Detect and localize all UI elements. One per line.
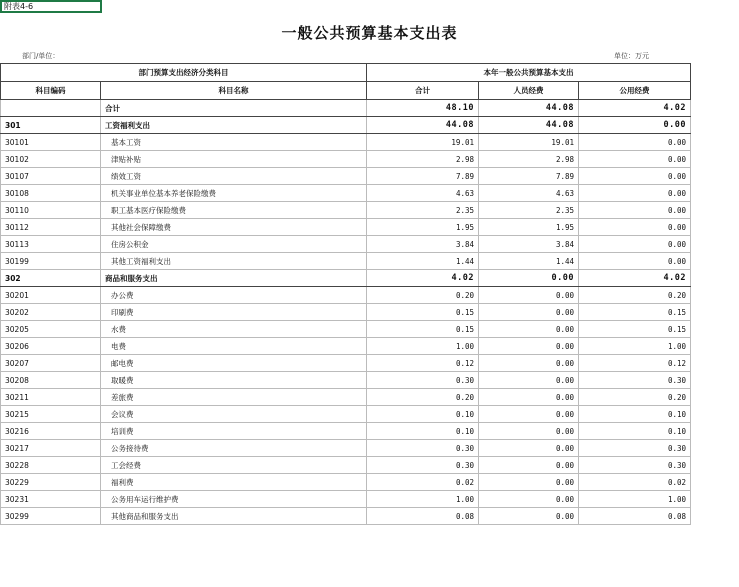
cell-code[interactable]: 30108	[1, 185, 101, 202]
cell-personnel[interactable]: 44.08	[479, 100, 579, 117]
table-row	[1, 508, 691, 525]
cell-name[interactable]: 培训费	[101, 423, 367, 440]
cell-code[interactable]: 30107	[1, 168, 101, 185]
cell-total[interactable]: 44.08	[367, 117, 479, 134]
table-row	[1, 185, 691, 202]
cell-name[interactable]: 办公费	[101, 287, 367, 304]
cell-code[interactable]: 30199	[1, 253, 101, 270]
cell-public[interactable]: 0.30	[579, 457, 691, 474]
cell-code[interactable]: 30102	[1, 151, 101, 168]
cell-personnel[interactable]: 0.00	[479, 287, 579, 304]
cell-personnel[interactable]: 44.08	[479, 117, 579, 134]
table-row	[1, 270, 691, 287]
cell-name[interactable]: 差旅费	[101, 389, 367, 406]
cell-personnel[interactable]: 0.00	[479, 406, 579, 423]
cell-public[interactable]: 0.30	[579, 440, 691, 457]
cell-total[interactable]: 0.30	[367, 372, 479, 389]
cell-total[interactable]: 0.20	[367, 389, 479, 406]
cell-total[interactable]: 0.08	[367, 508, 479, 525]
cell-personnel[interactable]: 0.00	[479, 474, 579, 491]
cell-public[interactable]: 0.00	[579, 219, 691, 236]
table-row	[1, 355, 691, 372]
cell-code[interactable]: 30228	[1, 457, 101, 474]
cell-personnel[interactable]: 0.00	[479, 508, 579, 525]
cell-personnel[interactable]: 0.00	[479, 270, 579, 287]
table-row	[1, 253, 691, 270]
table-row	[1, 491, 691, 508]
cell-personnel[interactable]: 0.00	[479, 304, 579, 321]
cell-personnel[interactable]: 0.00	[479, 372, 579, 389]
cell-total[interactable]: 1.00	[367, 338, 479, 355]
cell-total[interactable]: 0.15	[367, 304, 479, 321]
cell-public[interactable]: 1.00	[579, 338, 691, 355]
cell-name[interactable]: 其他社会保障缴费	[101, 219, 367, 236]
cell-public[interactable]: 1.00	[579, 491, 691, 508]
cell-public[interactable]: 0.20	[579, 287, 691, 304]
table-row	[1, 117, 691, 134]
cell-public[interactable]: 0.00	[579, 117, 691, 134]
cell-name[interactable]: 公务用车运行维护费	[101, 491, 367, 508]
cell-public[interactable]: 0.00	[579, 185, 691, 202]
table-row	[1, 457, 691, 474]
table-row	[1, 287, 691, 304]
cell-personnel[interactable]: 7.89	[479, 168, 579, 185]
table-row	[1, 304, 691, 321]
cell-code[interactable]: 30101	[1, 134, 101, 151]
cell-personnel[interactable]: 0.00	[479, 440, 579, 457]
page-title: 一般公共预算基本支出表	[281, 24, 458, 42]
cell-name[interactable]: 工资福利支出	[101, 117, 367, 134]
cell-personnel[interactable]: 1.95	[479, 219, 579, 236]
cell-total[interactable]: 0.02	[367, 474, 479, 491]
cell-personnel[interactable]: 2.35	[479, 202, 579, 219]
column-header-code[interactable]: 科目编码	[1, 82, 101, 100]
cell-public[interactable]: 0.02	[579, 474, 691, 491]
cell-name[interactable]: 福利费	[101, 474, 367, 491]
cell-public[interactable]: 0.00	[579, 134, 691, 151]
cell-public[interactable]: 0.00	[579, 202, 691, 219]
cell-name[interactable]: 取暖费	[101, 372, 367, 389]
cell-total[interactable]: 48.10	[367, 100, 479, 117]
cell-code[interactable]: 30211	[1, 389, 101, 406]
cell-personnel[interactable]: 1.44	[479, 253, 579, 270]
cell-name[interactable]: 职工基本医疗保险缴费	[101, 202, 367, 219]
table-row	[1, 321, 691, 338]
cell-public[interactable]: 0.00	[579, 253, 691, 270]
cell-code[interactable]: 30205	[1, 321, 101, 338]
cell-personnel[interactable]: 0.00	[479, 457, 579, 474]
table-row	[1, 219, 691, 236]
cell-code[interactable]: 301	[1, 117, 101, 134]
cell-personnel[interactable]: 4.63	[479, 185, 579, 202]
cell-personnel[interactable]: 0.00	[479, 423, 579, 440]
cell-public[interactable]: 0.10	[579, 406, 691, 423]
cell-public[interactable]: 0.00	[579, 151, 691, 168]
selected-cell-reference[interactable]: 附表4-6	[0, 0, 102, 13]
cell-personnel[interactable]: 3.84	[479, 236, 579, 253]
cell-code[interactable]: 30110	[1, 202, 101, 219]
department-label: 部门/单位：	[22, 52, 60, 60]
cell-code[interactable]	[1, 100, 101, 117]
cell-code[interactable]: 30215	[1, 406, 101, 423]
cell-code[interactable]: 30202	[1, 304, 101, 321]
cell-public[interactable]: 0.10	[579, 423, 691, 440]
budget-table	[0, 63, 691, 525]
cell-code[interactable]: 30216	[1, 423, 101, 440]
cell-total[interactable]: 0.10	[367, 423, 479, 440]
cell-public[interactable]: 0.00	[579, 168, 691, 185]
cell-code[interactable]: 30201	[1, 287, 101, 304]
column-header-total[interactable]: 合计	[367, 82, 479, 100]
table-row	[1, 389, 691, 406]
cell-total[interactable]: 0.10	[367, 406, 479, 423]
cell-personnel[interactable]: 0.00	[479, 338, 579, 355]
column-header-name[interactable]: 科目名称	[101, 82, 367, 100]
cell-name[interactable]: 合计	[101, 100, 367, 117]
table-row	[1, 423, 691, 440]
cell-total[interactable]: 1.44	[367, 253, 479, 270]
cell-total[interactable]: 0.15	[367, 321, 479, 338]
cell-name[interactable]: 公务接待费	[101, 440, 367, 457]
cell-total[interactable]: 19.01	[367, 134, 479, 151]
cell-code[interactable]: 30113	[1, 236, 101, 253]
cell-total[interactable]: 2.35	[367, 202, 479, 219]
cell-total[interactable]: 0.30	[367, 440, 479, 457]
table-row	[1, 474, 691, 491]
cell-name[interactable]: 住房公积金	[101, 236, 367, 253]
cell-name[interactable]: 会议费	[101, 406, 367, 423]
cell-name[interactable]: 基本工资	[101, 134, 367, 151]
cell-name[interactable]: 印刷费	[101, 304, 367, 321]
group-header-basic-expenditure[interactable]: 本年一般公共预算基本支出	[367, 64, 691, 82]
column-header-public[interactable]: 公用经费	[579, 82, 691, 100]
cell-code[interactable]: 30207	[1, 355, 101, 372]
cell-total[interactable]: 0.12	[367, 355, 479, 372]
table-row	[1, 440, 691, 457]
table-row	[1, 100, 691, 117]
unit-label: 单位：万元	[614, 52, 649, 60]
cell-personnel[interactable]: 0.00	[479, 491, 579, 508]
cell-personnel[interactable]: 0.00	[479, 321, 579, 338]
table-row	[1, 168, 691, 185]
cell-total[interactable]: 1.95	[367, 219, 479, 236]
cell-name[interactable]: 津贴补贴	[101, 151, 367, 168]
cell-name[interactable]: 绩效工资	[101, 168, 367, 185]
cell-name[interactable]: 水费	[101, 321, 367, 338]
cell-total[interactable]: 0.30	[367, 457, 479, 474]
cell-name[interactable]: 工会经费	[101, 457, 367, 474]
cell-name[interactable]: 电费	[101, 338, 367, 355]
cell-total[interactable]: 1.00	[367, 491, 479, 508]
cell-name[interactable]: 其他工资福利支出	[101, 253, 367, 270]
cell-personnel[interactable]: 2.98	[479, 151, 579, 168]
cell-name[interactable]: 其他商品和服务支出	[101, 508, 367, 525]
group-header-classification[interactable]: 部门预算支出经济分类科目	[1, 64, 367, 82]
table-group-header-row	[1, 64, 691, 82]
cell-public[interactable]: 0.30	[579, 372, 691, 389]
cell-code[interactable]: 30231	[1, 491, 101, 508]
table-row	[1, 338, 691, 355]
table-column-header-row	[1, 82, 691, 100]
cell-total[interactable]: 3.84	[367, 236, 479, 253]
cell-name[interactable]: 商品和服务支出	[101, 270, 367, 287]
cell-public[interactable]: 0.15	[579, 304, 691, 321]
cell-code[interactable]: 30206	[1, 338, 101, 355]
cell-public[interactable]: 0.15	[579, 321, 691, 338]
cell-total[interactable]: 7.89	[367, 168, 479, 185]
cell-code[interactable]: 30229	[1, 474, 101, 491]
cell-public[interactable]: 0.00	[579, 236, 691, 253]
table-row	[1, 372, 691, 389]
cell-public[interactable]: 4.02	[579, 100, 691, 117]
cell-total[interactable]: 4.02	[367, 270, 479, 287]
cell-code[interactable]: 30299	[1, 508, 101, 525]
cell-personnel[interactable]: 19.01	[479, 134, 579, 151]
cell-code[interactable]: 302	[1, 270, 101, 287]
cell-public[interactable]: 0.20	[579, 389, 691, 406]
cell-personnel[interactable]: 0.00	[479, 355, 579, 372]
cell-code[interactable]: 30208	[1, 372, 101, 389]
cell-name[interactable]: 邮电费	[101, 355, 367, 372]
cell-public[interactable]: 0.12	[579, 355, 691, 372]
cell-public[interactable]: 0.08	[579, 508, 691, 525]
cell-code[interactable]: 30217	[1, 440, 101, 457]
cell-total[interactable]: 0.20	[367, 287, 479, 304]
column-header-personnel[interactable]: 人员经费	[479, 82, 579, 100]
cell-code[interactable]: 30112	[1, 219, 101, 236]
table-row	[1, 236, 691, 253]
table-row	[1, 406, 691, 423]
cell-total[interactable]: 2.98	[367, 151, 479, 168]
table-row	[1, 202, 691, 219]
cell-total[interactable]: 4.63	[367, 185, 479, 202]
cell-public[interactable]: 4.02	[579, 270, 691, 287]
cell-personnel[interactable]: 0.00	[479, 389, 579, 406]
table-row	[1, 134, 691, 151]
table-row	[1, 151, 691, 168]
cell-name[interactable]: 机关事业单位基本养老保险缴费	[101, 185, 367, 202]
